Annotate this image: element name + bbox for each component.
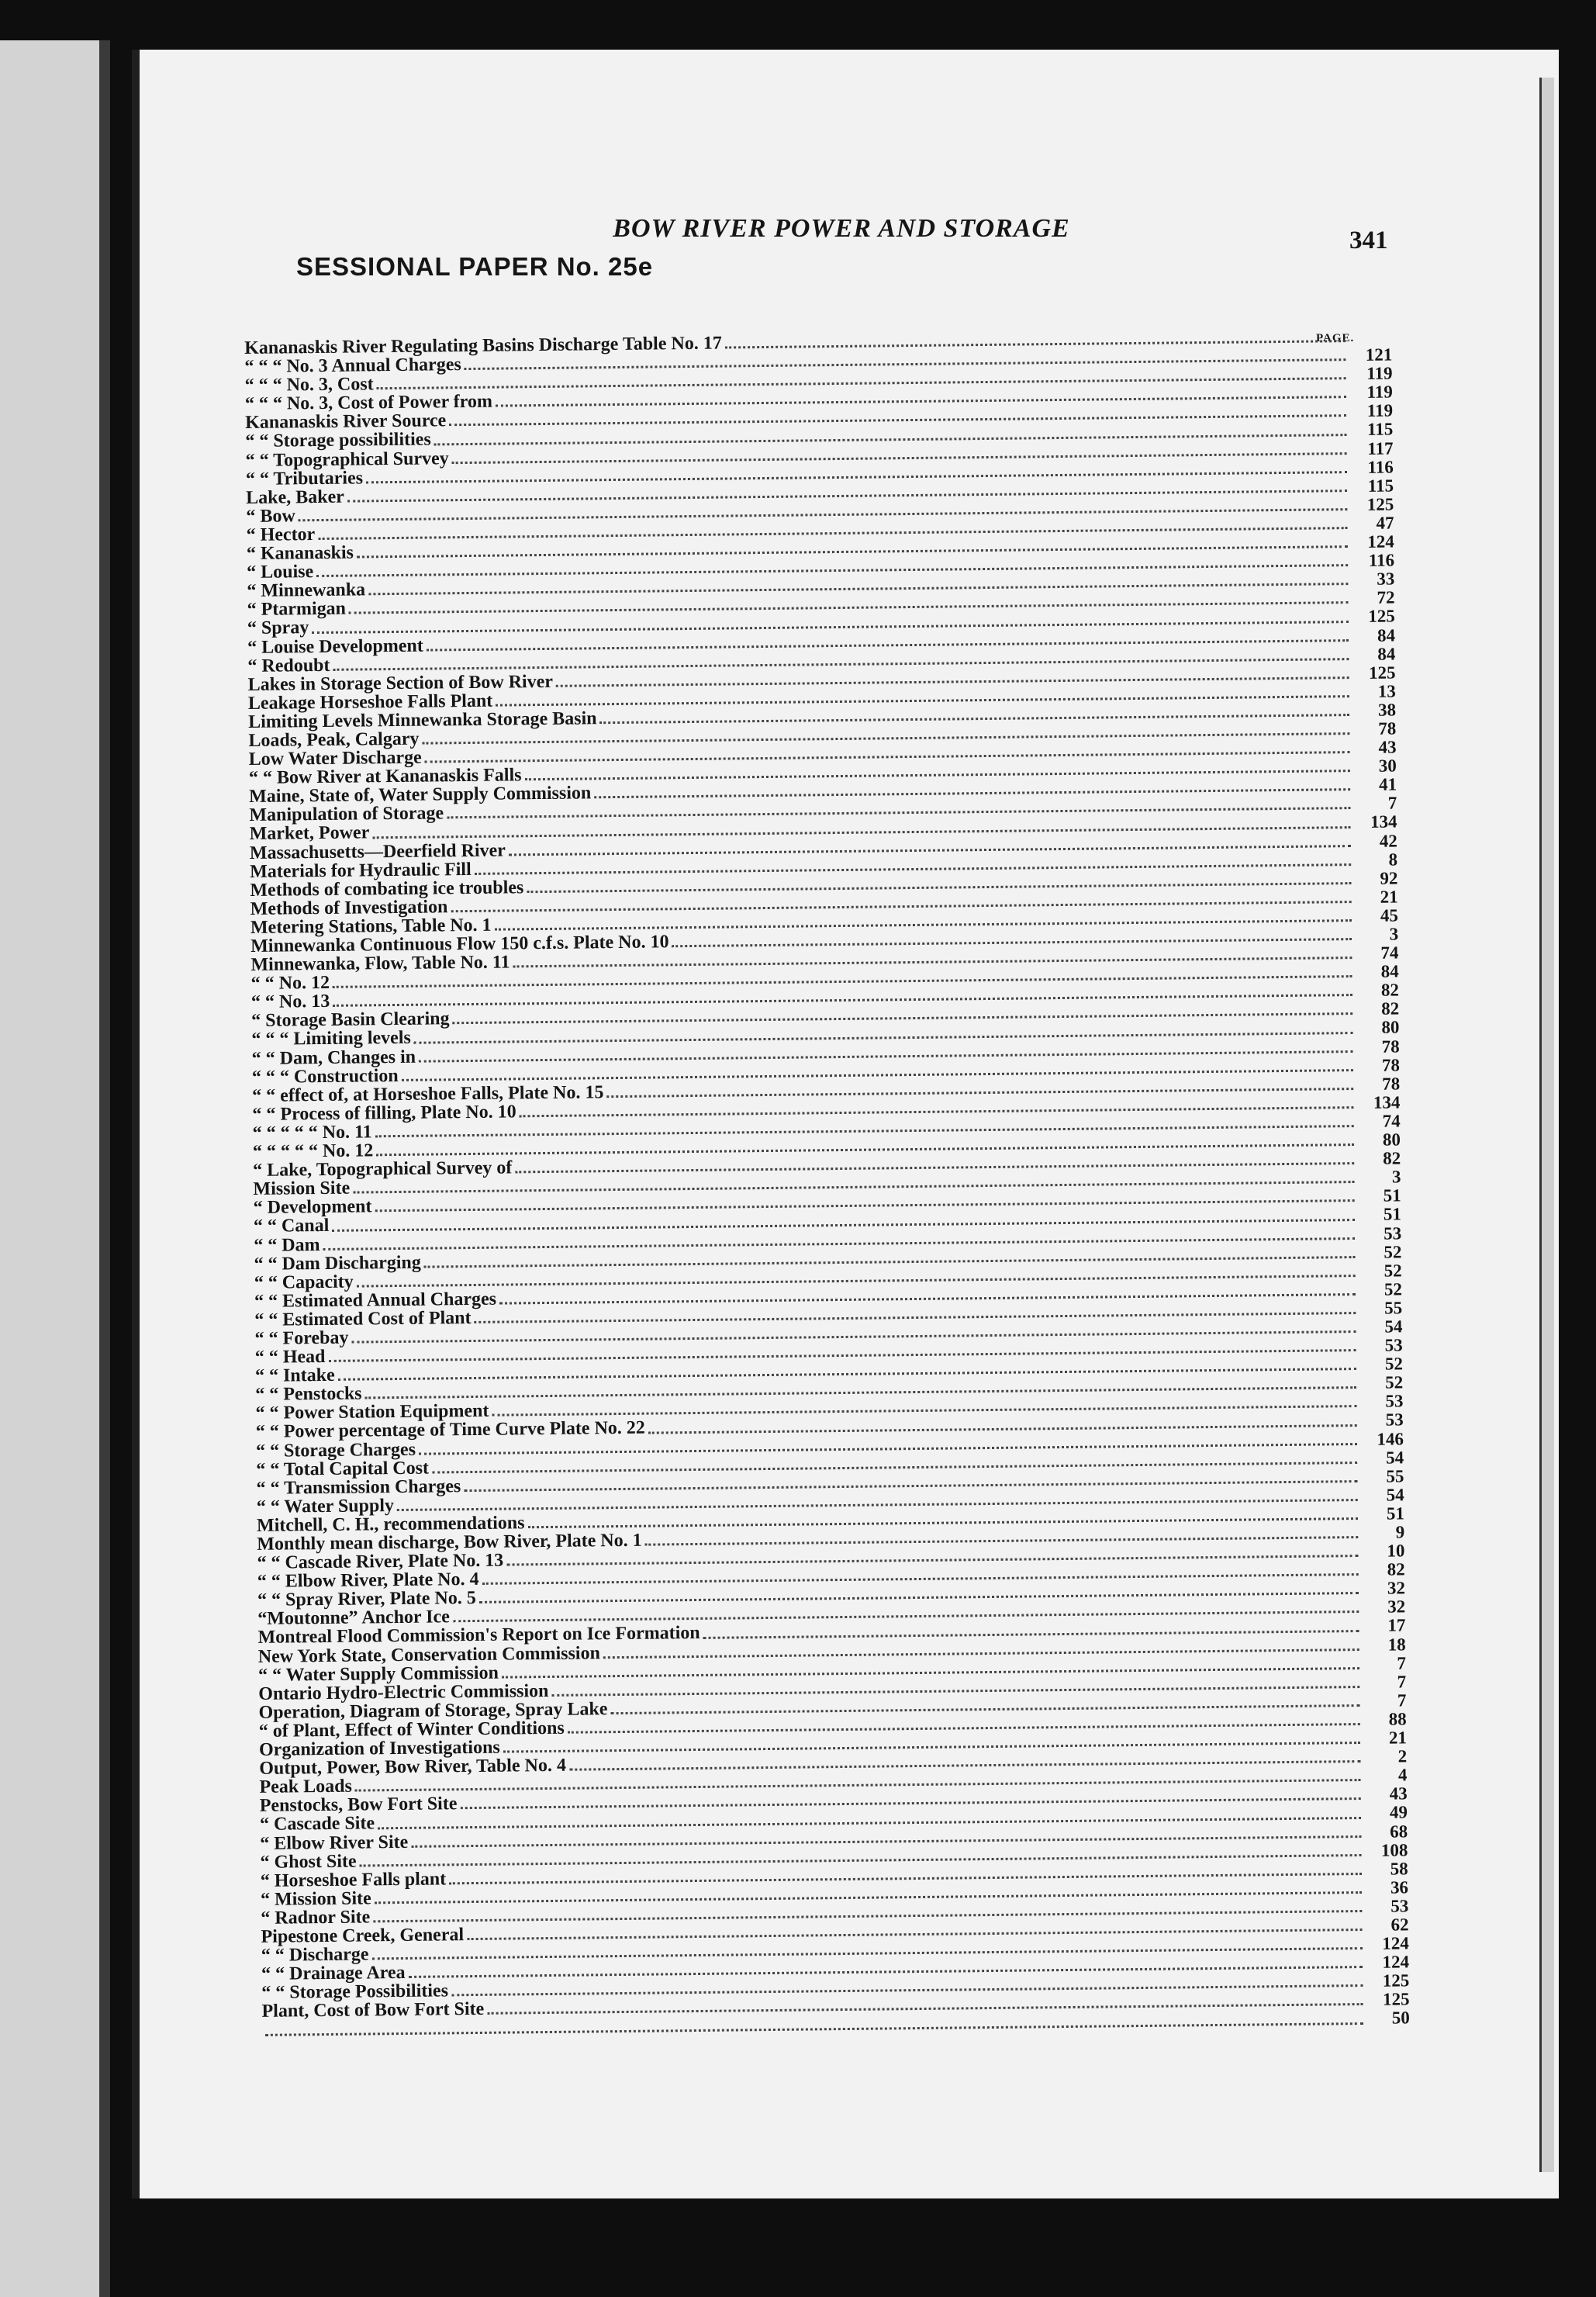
index-entry-page: 53: [1385, 1391, 1404, 1412]
index-entry-text: “ Ptarmigan: [247, 598, 347, 621]
index-entry-text: “ “ Dam: [254, 1234, 320, 1256]
index-entry-page: 125: [1382, 1970, 1410, 1991]
index-entry-page: 38: [1377, 700, 1397, 720]
index-entry-page: 124: [1367, 531, 1394, 552]
index-entry-page: 33: [1377, 569, 1395, 589]
index-entry-page: 42: [1379, 830, 1397, 851]
index-entry-page: 108: [1380, 1839, 1408, 1860]
index-entry-page: 117: [1367, 438, 1394, 458]
index-entry-page: 82: [1380, 980, 1400, 1000]
index-entry-page: 54: [1386, 1485, 1404, 1505]
index-entry-page: 54: [1386, 1448, 1404, 1468]
book-gutter: [99, 40, 110, 2297]
index-entry-text: “ “ “ “ “ No. 11: [252, 1122, 372, 1143]
index-entry-text: Ontario Hydro-Electric Commission: [258, 1680, 549, 1704]
index-entry-text: Mitchell, C. H., recommendations: [256, 1513, 525, 1536]
index-entry-text: Pipestone Creek, General: [261, 1925, 465, 1947]
index-entry-text: Peak Loads: [259, 1776, 353, 1798]
index-entry-page: 32: [1387, 1596, 1406, 1617]
index-entry-text: Kananaskis River Source: [244, 410, 447, 434]
page-number: 341: [1349, 227, 1388, 254]
index-entry-page: 115: [1366, 419, 1394, 440]
index-entry-page: 51: [1383, 1185, 1401, 1206]
index-entry-text: “Moutonne” Anchor Ice: [257, 1607, 450, 1630]
index-entry-page: 80: [1382, 1129, 1401, 1150]
index-entry-text: Kananaskis River Regulating Basins Discharge Table No. 17: [244, 333, 722, 358]
index-entry-page: [1349, 342, 1392, 343]
index-entry-text: Metering Stations, Table No. 1: [250, 915, 492, 938]
index-entry-text: “ “ “ Construction: [251, 1065, 399, 1088]
index-entry-page: 7: [1387, 793, 1397, 813]
index-entry-text: “ Horseshoe Falls plant: [260, 1869, 447, 1891]
index-entry-text: Organization of Investigations: [258, 1737, 500, 1760]
index-entry-text: Massachusetts—Deerfield River: [249, 840, 506, 863]
index-entry-text: “ Louise: [247, 562, 314, 583]
index-entry-text: Methods of Investigation: [250, 897, 448, 919]
index-entry-text: “ “ No. 13: [250, 991, 330, 1013]
index-entry-text: Minnewanka Continuous Flow 150 c.f.s. Plate No. 10: [250, 932, 669, 957]
index-entry-page: 43: [1378, 737, 1397, 757]
index-entry-page: 82: [1380, 998, 1400, 1019]
index-entry-page: 8: [1388, 849, 1398, 870]
index-entry-text: Leakage Horseshoe Falls Plant: [247, 690, 493, 714]
index-entry-text: “ “ Head: [254, 1347, 326, 1368]
index-entry-text: “ “ “ No. 3 Annual Charges: [244, 355, 461, 378]
index-entry-text: “ “ Water Supply Commission: [257, 1662, 499, 1686]
index-entry-text: Lakes in Storage Section of Bow River: [247, 671, 554, 695]
index-entry-text: “ Storage Basin Clearing: [251, 1008, 450, 1032]
index-entry-page: 125: [1368, 662, 1396, 683]
index-entry-page: 84: [1377, 624, 1396, 645]
index-entry-page: 4: [1397, 1765, 1408, 1785]
index-entry-text: “ “ Power percentage of Time Curve Plate No. 22: [255, 1418, 645, 1443]
index-entry-text: “ Minnewanka: [247, 579, 366, 602]
index-entry-page: 74: [1382, 1111, 1401, 1131]
index-entry-text: “ Cascade Site: [259, 1813, 375, 1835]
index-entry-page: 116: [1368, 550, 1395, 570]
index-entry-page: 53: [1384, 1335, 1403, 1355]
index-entry-page: 7: [1397, 1653, 1407, 1673]
index-entry-page: 124: [1382, 1952, 1410, 1972]
index-entry-text: “ Radnor Site: [261, 1907, 371, 1929]
index-entry-page: 53: [1390, 1896, 1409, 1916]
index-entry-page: 3: [1391, 1167, 1401, 1187]
index-entry-text: “ “ Power Station Equipment: [255, 1401, 489, 1424]
index-entry-text: Monthly mean discharge, Bow River, Plate No. 1: [257, 1530, 642, 1555]
index-entry-page: 88: [1388, 1709, 1407, 1729]
index-entry-text: Penstocks, Bow Fort Site: [259, 1794, 458, 1817]
index-entry-text: Loads, Peak, Calgary: [248, 728, 420, 751]
index-entry-text: “ “ Discharge: [261, 1944, 369, 1966]
index-entry-page: 52: [1384, 1242, 1402, 1262]
sessional-paper-label: SESSIONAL PAPER No. 25e: [296, 252, 654, 281]
index-entry-text: “ “ Estimated Cost of Plant: [254, 1307, 472, 1330]
index-entry-page: 55: [1384, 1298, 1403, 1318]
index-entry-text: Minnewanka, Flow, Table No. 11: [250, 952, 510, 976]
index-list: [244, 327, 1410, 2040]
index-entry-text: Materials for Hydraulic Fill: [250, 859, 472, 882]
index-entry-page: 3: [1389, 924, 1399, 944]
index-entry-page: 47: [1376, 513, 1394, 533]
index-entry-text: “ Ghost Site: [260, 1851, 357, 1873]
index-entry-page: 119: [1366, 400, 1394, 421]
index-entry-text: “ “ Bow River at Kananaskis Falls: [248, 765, 522, 789]
index-entry-text: “ “ Drainage Area: [261, 1963, 406, 1985]
index-entry-text: “ Bow: [246, 506, 295, 527]
index-entry-page: 119: [1366, 382, 1393, 403]
index-entry-page: 68: [1390, 1821, 1408, 1842]
index-entry-page: 115: [1367, 476, 1394, 496]
index-entry-page: 146: [1377, 1428, 1404, 1449]
index-entry-text: “ “ “ No. 3, Cost of Power from: [244, 391, 493, 415]
index-entry-page: 49: [1389, 1802, 1408, 1823]
index-entry-page: 116: [1367, 457, 1394, 477]
index-entry-page: 80: [1381, 1017, 1400, 1038]
index-entry-page: 52: [1385, 1372, 1404, 1392]
index-entry-page: 62: [1390, 1915, 1409, 1935]
index-entry-page: 78: [1381, 1036, 1400, 1057]
index-entry-text: “ “ Dam Discharging: [254, 1252, 421, 1275]
index-entry-page: 124: [1382, 1933, 1409, 1953]
index-entry-text: Operation, Diagram of Storage, Spray Lake: [258, 1699, 608, 1723]
index-entry-text: Mission Site: [253, 1178, 351, 1200]
index-entry-page: 82: [1387, 1559, 1405, 1579]
index-entry-page: 58: [1390, 1859, 1408, 1879]
index-entry-text: “ “ Storage Charges: [255, 1439, 416, 1462]
index-entry-text: “ Mission Site: [260, 1888, 371, 1910]
index-entry-page: 21: [1388, 1728, 1408, 1748]
index-entry-page: 50: [1391, 2008, 1410, 2029]
index-entry-text: “ “ Capacity: [254, 1271, 354, 1293]
index-entry-text: “ Development: [253, 1196, 372, 1219]
index-entry-text: “ “ Storage possibilities: [245, 429, 431, 452]
index-entry-page: 54: [1384, 1316, 1403, 1337]
index-entry-page: 7: [1397, 1672, 1407, 1692]
index-entry-text: “ “ Storage Possibilities: [261, 1980, 449, 2004]
index-entry-text: “ “ Process of filling, Plate No. 10: [252, 1102, 516, 1125]
index-entry-page: 52: [1384, 1354, 1404, 1374]
index-entry-text: “ “ Spray River, Plate No. 5: [257, 1588, 476, 1611]
index-entry-text: “ Hector: [246, 524, 316, 545]
index-entry-page: 9: [1395, 1522, 1405, 1542]
index-entry-page: 17: [1387, 1615, 1406, 1636]
index-entry-text: “ Redoubt: [247, 655, 330, 676]
index-entry-page: 72: [1377, 587, 1395, 608]
index-entry-text: “ “ Elbow River, Plate No. 4: [257, 1569, 479, 1593]
index-entry-page: 134: [1373, 1092, 1401, 1112]
index-entry-text: “ “ Intake: [254, 1365, 335, 1387]
index-entry-text: Plant, Cost of Bow Fort Site: [261, 1999, 485, 2022]
index-entry-text: “ “ Estimated Annual Charges: [254, 1289, 497, 1312]
index-entry-page: 119: [1366, 363, 1393, 384]
index-entry-text: “ “ “ “ “ No. 12: [252, 1140, 374, 1162]
index-entry-text: “ “ No. 12: [250, 973, 330, 995]
index-entry-text: “ “ Forebay: [254, 1327, 349, 1349]
index-entry-page: 41: [1378, 774, 1397, 794]
running-title: BOW RIVER POWER AND STORAGE: [613, 214, 1070, 243]
index-entry-text: “ “ Tributaries: [245, 468, 364, 489]
index-entry-text: “ “ Penstocks: [255, 1383, 362, 1406]
index-entry-page: 45: [1380, 905, 1398, 925]
index-entry-text: “ Elbow River Site: [260, 1832, 409, 1854]
index-entry-text: New York State, Conservation Commission: [257, 1642, 600, 1667]
page-stack-edge: [1539, 78, 1554, 2172]
index-entry-page: 2: [1397, 1746, 1408, 1766]
index-entry-text: “ “ “ Limiting levels: [251, 1028, 411, 1050]
index-entry-text: “ Kananaskis: [246, 542, 354, 565]
index-entry-page: 53: [1385, 1410, 1404, 1430]
index-entry-page: 92: [1380, 868, 1398, 888]
index-entry-page: 52: [1384, 1279, 1403, 1299]
index-entry-page: 21: [1380, 887, 1398, 907]
index-entry-page: 84: [1380, 961, 1399, 981]
index-entry-text: “ Lake, Topographical Survey of: [253, 1157, 513, 1181]
index-entry-page: 78: [1381, 1055, 1401, 1075]
index-entry-text: “ “ Dam, Changes in: [251, 1046, 416, 1069]
index-entry-text: Output, Power, Bow River, Table No. 4: [259, 1755, 567, 1780]
index-entry-text: Limiting Levels Minnewanka Storage Basin: [248, 708, 597, 732]
index-entry-page: 32: [1387, 1578, 1406, 1598]
index-entry-text: “ Louise Development: [247, 635, 423, 658]
index-entry-text: “ “ Topographical Survey: [245, 448, 449, 471]
index-entry-text: “ “ Cascade River, Plate No. 13: [257, 1550, 504, 1574]
index-entry-page: 121: [1365, 344, 1393, 365]
index-entry-page: 18: [1387, 1634, 1406, 1655]
index-entry-page: 53: [1384, 1223, 1402, 1244]
index-entry-page: 7: [1397, 1690, 1407, 1711]
index-entry-text: “ Spray: [247, 617, 309, 639]
index-entry-text: “ of Plant, Effect of Winter Conditions: [258, 1718, 565, 1742]
index-entry-text: Market, Power: [249, 822, 370, 845]
index-entry-page: 52: [1384, 1261, 1402, 1281]
index-entry-text: Lake, Baker: [246, 486, 344, 508]
index-entry-page: 43: [1389, 1783, 1408, 1804]
index-entry-page: 10: [1387, 1541, 1405, 1561]
index-entry-page: 36: [1390, 1877, 1409, 1897]
index-entry-text: “ “ effect of, at Horseshoe Falls, Plate No. 15: [252, 1081, 604, 1106]
index-entry-page: 134: [1370, 811, 1397, 832]
index-entry-text: “ “ Water Supply: [256, 1495, 395, 1517]
index-entry-text: “ “ “ No. 3, Cost: [244, 374, 374, 396]
index-entry-page: 78: [1378, 718, 1397, 739]
index-entry-text: Maine, State of, Water Supply Commission: [249, 783, 592, 808]
index-entry-text: Montreal Flood Commission's Report on Ice Formation: [257, 1623, 700, 1648]
facing-page-edge: [0, 40, 105, 2297]
index-entry-page: 13: [1377, 681, 1396, 701]
index-entry-page: 84: [1377, 644, 1396, 664]
index-entry-page: 74: [1380, 943, 1399, 963]
index-entry-text: Low Water Discharge: [248, 747, 422, 770]
index-entry-page: 55: [1386, 1466, 1404, 1486]
index-entry-page: 30: [1378, 756, 1397, 776]
index-entry-page: 125: [1366, 494, 1394, 514]
index-entry-page: 125: [1382, 1989, 1410, 2010]
page-column-heading: PAGE.: [1316, 332, 1355, 344]
index-entry-text: “ “ Canal: [253, 1216, 330, 1237]
index-entry-text: Methods of combating ice troubles: [250, 877, 524, 901]
index-entry-text: Manipulation of Storage: [249, 803, 444, 826]
index-entry-page: 78: [1382, 1074, 1401, 1094]
index-entry-page: 125: [1368, 606, 1395, 627]
index-entry-page: 82: [1383, 1148, 1401, 1168]
index-entry-text: “ “ Total Capital Cost: [256, 1458, 430, 1480]
index-entry-page: 51: [1386, 1503, 1405, 1524]
index-entry-page: 51: [1383, 1204, 1402, 1225]
index-entry-text: “ “ Transmission Charges: [256, 1475, 461, 1499]
